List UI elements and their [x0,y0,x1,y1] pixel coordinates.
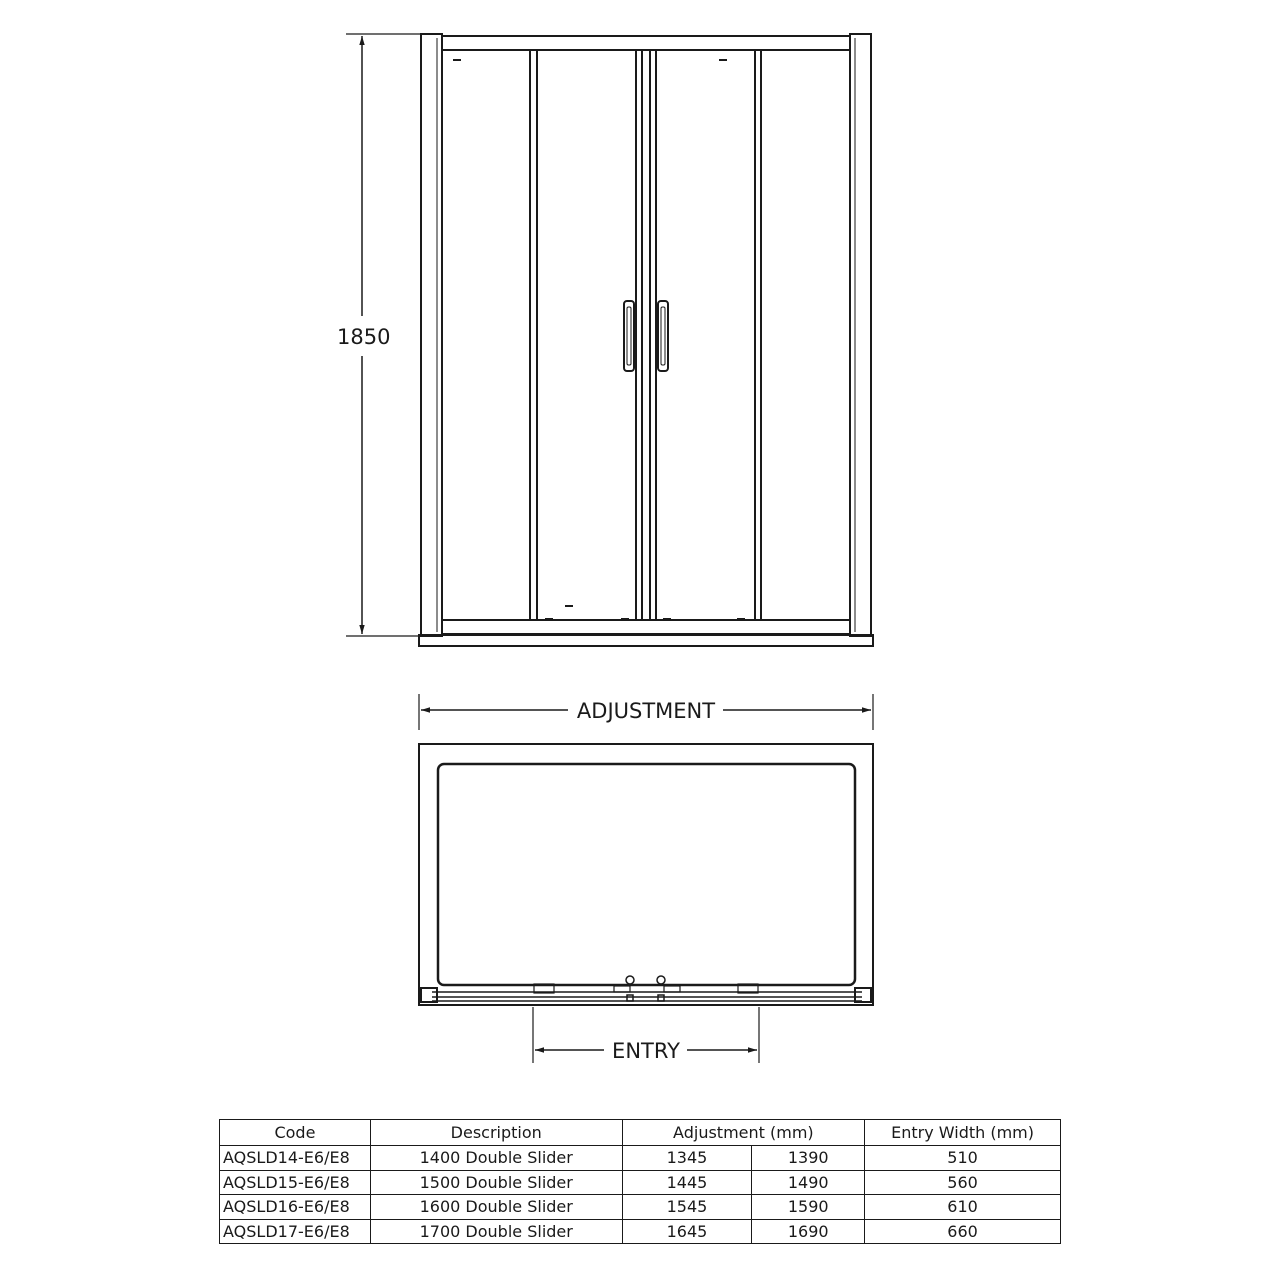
cell-description: 1400 Double Slider [370,1146,622,1171]
right-wall-profile [850,34,871,636]
cell-code: AQSLD15-E6/E8 [220,1170,371,1195]
glass-panels [530,50,761,620]
header-code: Code [220,1120,371,1146]
specification-table [219,1119,1061,1244]
table-row [220,1195,1061,1220]
cell-entry-width: 660 [865,1219,1061,1244]
cell-entry-width: 560 [865,1170,1061,1195]
cell-description: 1500 Double Slider [370,1170,622,1195]
cell-entry-width: 510 [865,1146,1061,1171]
header-entry-width: Entry Width (mm) [865,1120,1061,1146]
table-header-row [220,1120,1061,1146]
cell-adjustment-min: 1345 [622,1146,752,1171]
cell-code: AQSLD17-E6/E8 [220,1219,371,1244]
cell-adjustment-max: 1390 [752,1146,865,1171]
left-wall-profile [421,34,442,636]
cell-adjustment-min: 1445 [622,1170,752,1195]
handle-icon [624,301,634,371]
top-rail [442,36,850,50]
header-adjustment: Adjustment (mm) [622,1120,865,1146]
cell-description: 1700 Double Slider [370,1219,622,1244]
cell-description: 1600 Double Slider [370,1195,622,1220]
cell-entry-width: 610 [865,1195,1061,1220]
tray-outline [419,744,873,1005]
tray-waste-area [438,764,855,985]
handle-icon [658,301,668,371]
entry-label: ENTRY [612,1039,680,1063]
plan-view [419,694,873,1063]
header-description: Description [370,1120,622,1146]
table-row [220,1219,1061,1244]
front-elevation [346,34,873,646]
bottom-rail [442,620,850,634]
cell-adjustment-max: 1490 [752,1170,865,1195]
cell-adjustment-max: 1590 [752,1195,865,1220]
cell-code: AQSLD14-E6/E8 [220,1146,371,1171]
table-row [220,1146,1061,1171]
adjustment-label: ADJUSTMENT [576,699,716,723]
cell-code: AQSLD16-E6/E8 [220,1195,371,1220]
panel-fittings [453,60,745,619]
shower-tray [419,635,873,646]
sliding-track [421,984,871,1002]
cell-adjustment-min: 1645 [622,1219,752,1244]
height-label: 1850 [337,325,391,349]
table-row [220,1170,1061,1195]
cell-adjustment-max: 1690 [752,1219,865,1244]
cell-adjustment-min: 1545 [622,1195,752,1220]
